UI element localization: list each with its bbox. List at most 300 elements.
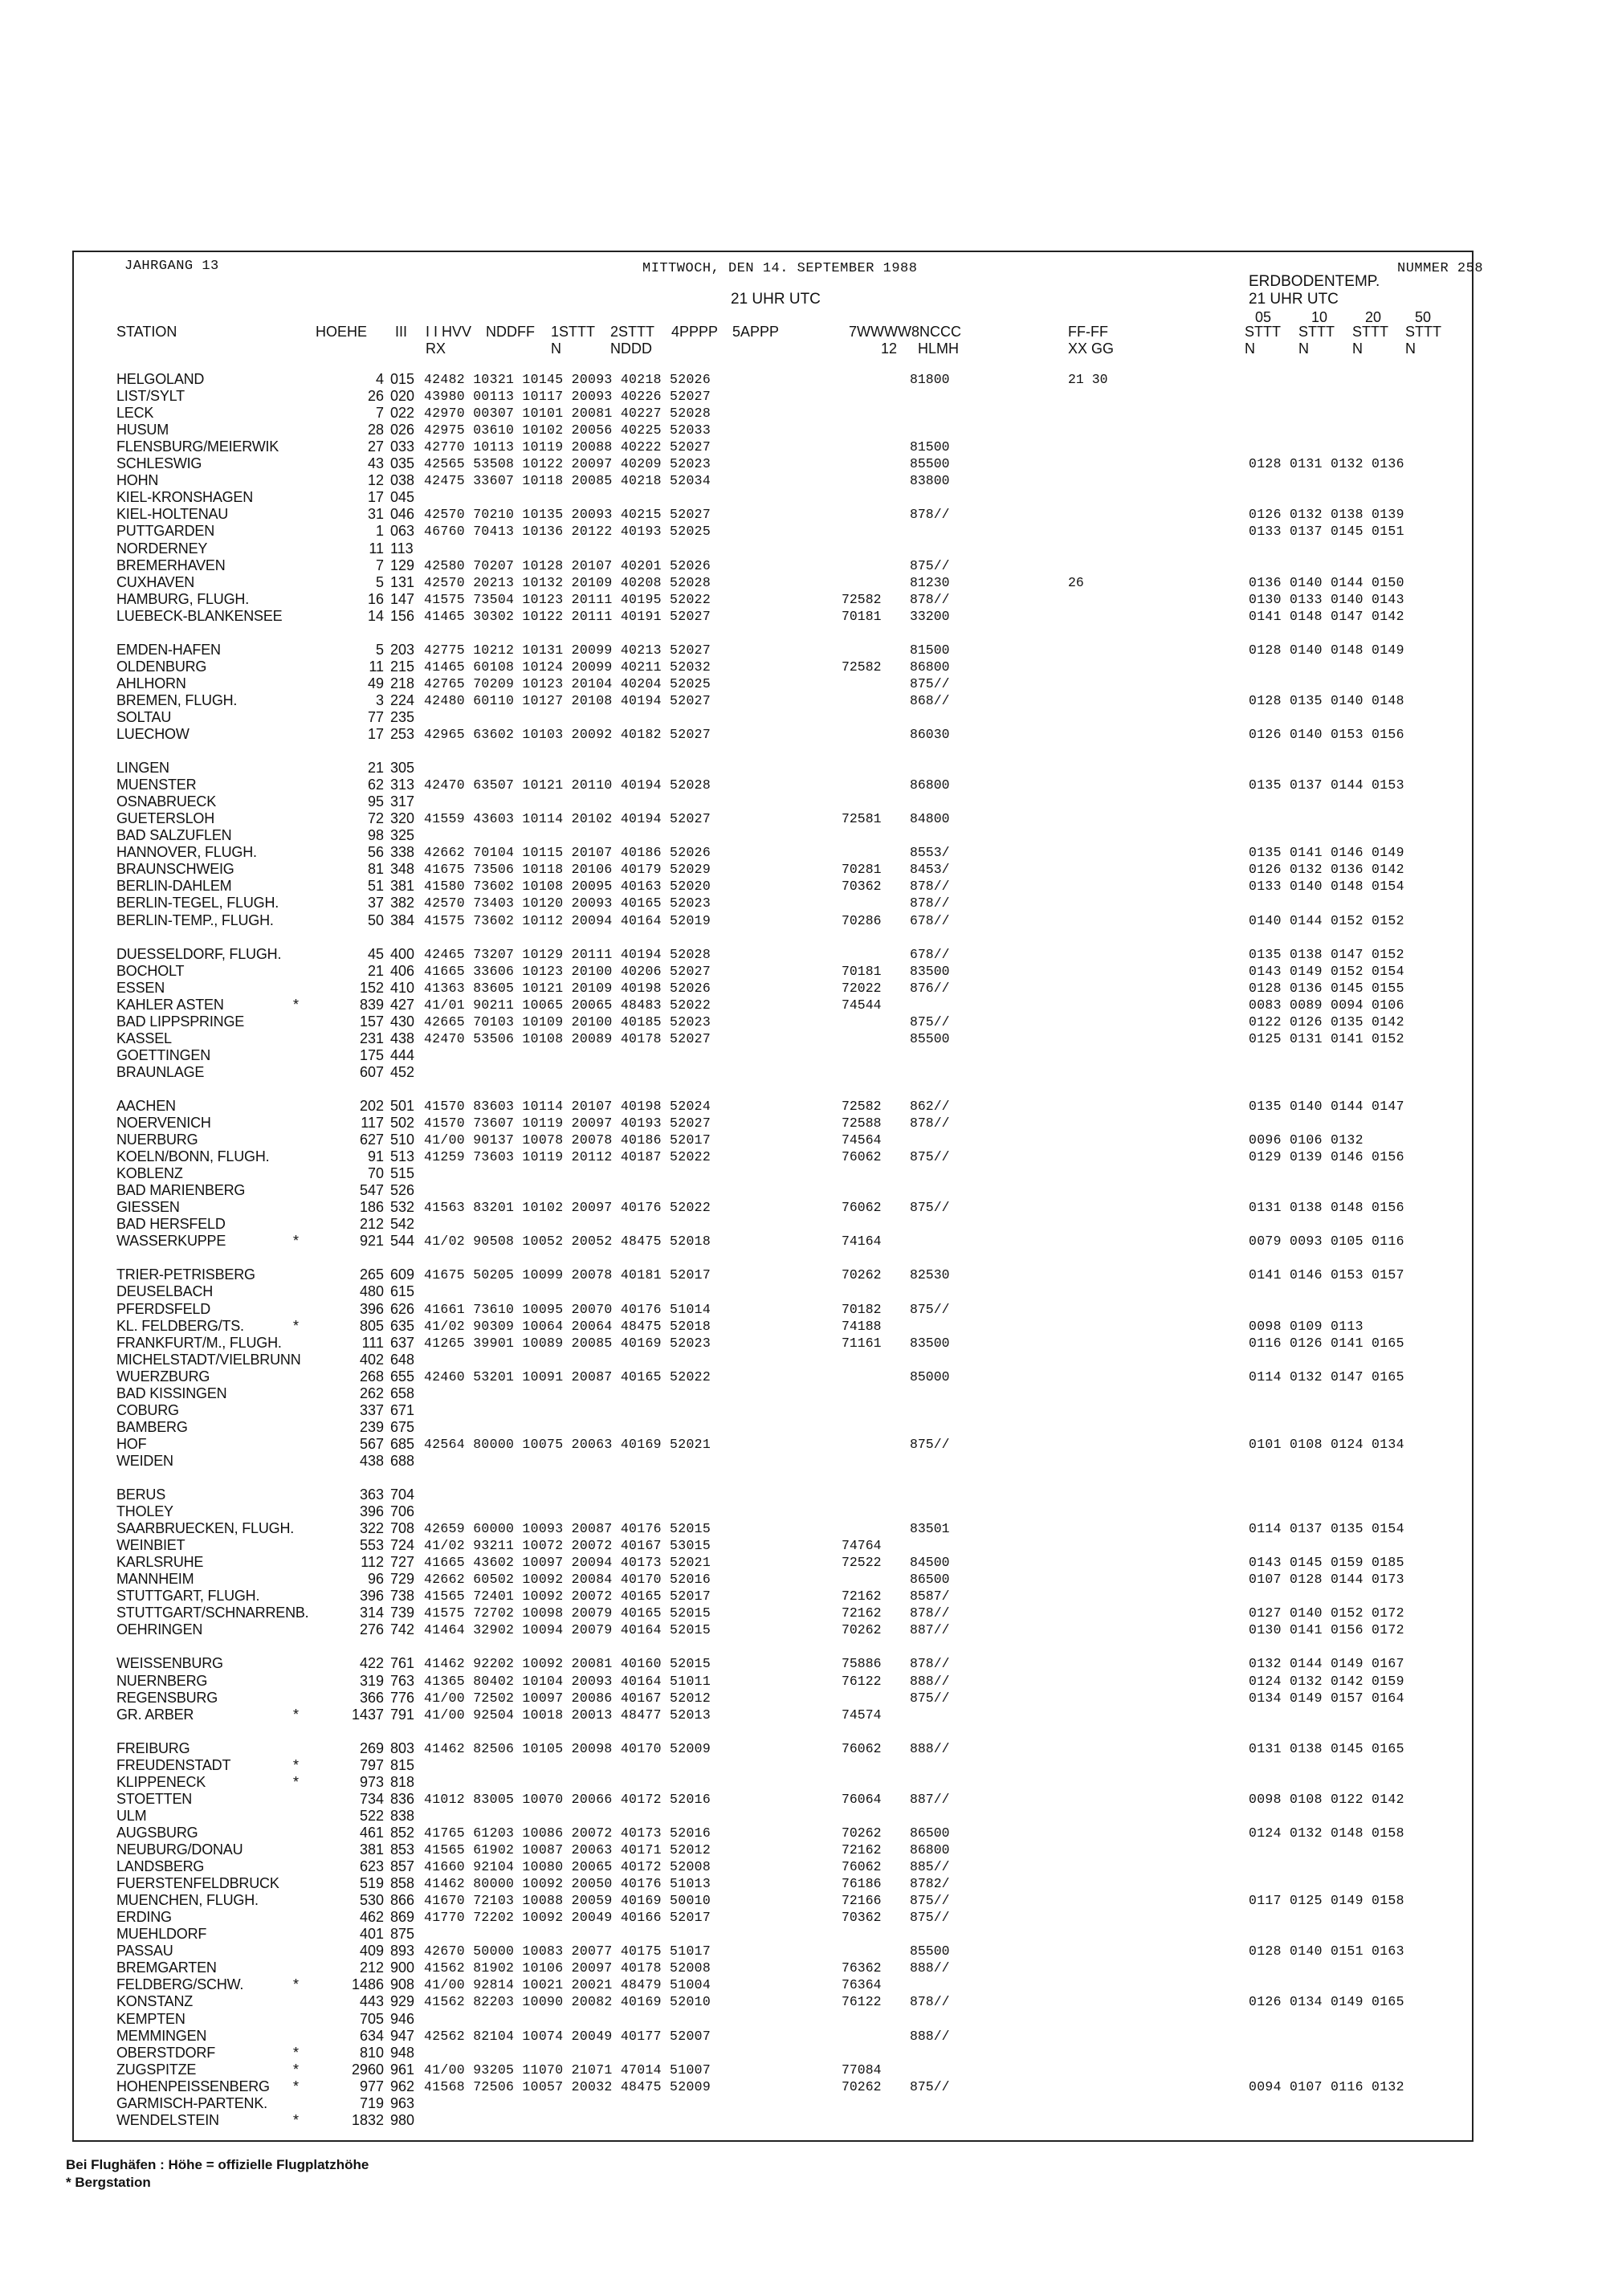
col-1sttt-l1: 1STTT (551, 324, 596, 340)
station-height: 49 (367, 675, 384, 691)
synop-groups: 41562 82203 10090 20082 40169 52010 (424, 1994, 711, 2010)
station-id: 961 (390, 2061, 415, 2078)
station-id: 947 (390, 2027, 415, 2044)
col-2sttt (610, 324, 654, 357)
mountain-marker: * (293, 2111, 300, 2128)
col-7wwww (849, 324, 911, 357)
table-row (72, 1132, 1469, 1148)
soil-temperatures: 0131 0138 0148 0156 (1249, 1200, 1404, 1216)
soil-temperatures: 0127 0140 0152 0172 (1249, 1605, 1404, 1621)
station-id: 035 (390, 455, 415, 472)
cloud-group: 875// (910, 557, 950, 573)
weather-group: 74188 (842, 1318, 882, 1334)
col-depth-50: 50 (1415, 309, 1432, 325)
col-nddff: NDDFF (486, 324, 535, 340)
station-id: 688 (390, 1452, 415, 1469)
station-name: ULM (116, 1807, 147, 1824)
station-name: BREMEN, FLUGH. (116, 691, 238, 708)
station-height: 17 (367, 489, 384, 506)
station-height: 461 (359, 1824, 384, 1841)
station-height: 396 (359, 1588, 384, 1605)
station-name: KLIPPENECK (116, 1773, 206, 1790)
station-name: PFERDSFELD (116, 1300, 211, 1317)
table-row (72, 1791, 1469, 1808)
station-name: NUERBURG (116, 1132, 198, 1148)
weather-group: 72522 (842, 1555, 882, 1571)
station-id: 836 (390, 1790, 415, 1807)
table-row (72, 2112, 1469, 2129)
soil-temperatures: 0128 0136 0145 0155 (1249, 980, 1404, 996)
station-id: 761 (390, 1655, 415, 1672)
weather-group: 72162 (842, 1605, 882, 1621)
col-8nccc-l2: HLMH (918, 341, 960, 357)
synop-groups: 41259 73603 10119 20112 40187 52022 (424, 1149, 711, 1165)
synop-groups: 42564 80000 10075 20063 40169 52021 (424, 1436, 711, 1452)
synop-groups: 42775 10212 10131 20099 40213 52027 (424, 642, 711, 658)
station-height: 11 (369, 658, 384, 675)
station-id: 763 (390, 1672, 415, 1689)
station-name: MUEHLDORF (116, 1926, 207, 1943)
synop-groups: 41661 73610 10095 20070 40176 51014 (424, 1301, 711, 1317)
station-height: 50 (367, 911, 384, 928)
synop-groups: 42970 00307 10101 20081 40227 52028 (424, 406, 711, 422)
station-height: 26 (367, 388, 384, 405)
cloud-group: 875// (910, 1200, 950, 1216)
table-row (72, 1520, 1469, 1537)
table-row (72, 608, 1469, 625)
station-height: 3 (375, 691, 384, 708)
table-row (72, 709, 1469, 726)
station-name: GUETERSLOH (116, 810, 215, 827)
station-height: 95 (367, 793, 384, 810)
erdboden-title: ERDBODENTEMP. (1249, 273, 1380, 290)
table-row (72, 472, 1469, 489)
station-id: 776 (390, 1689, 415, 1706)
weather-group: 76364 (842, 1977, 882, 1993)
table-row (72, 2028, 1469, 2045)
station-name: THOLEY (116, 1503, 173, 1519)
col-ihvv-l2: RX (426, 341, 446, 357)
table-row (72, 1605, 1469, 1621)
station-height: 91 (367, 1148, 384, 1165)
station-name: HUSUM (116, 422, 169, 438)
station-name: AUGSBURG (116, 1824, 198, 1841)
cloud-group: 33200 (910, 608, 950, 624)
station-height: 111 (361, 1334, 384, 1351)
cloud-group: 86800 (910, 1841, 950, 1858)
station-id: 203 (390, 641, 415, 658)
col-5appp: 5APPP (732, 324, 780, 340)
table-row (72, 1588, 1469, 1605)
cloud-group: 86800 (910, 777, 950, 793)
synop-groups: 46760 70413 10136 20122 40193 52025 (424, 524, 711, 540)
station-name: LECK (116, 405, 154, 422)
station-name: GOETTINGEN (116, 1046, 211, 1063)
table-row (72, 878, 1469, 895)
station-id: 658 (390, 1385, 415, 1401)
station-height: 921 (359, 1233, 384, 1250)
table-row (72, 726, 1469, 743)
weather-group: 72166 (842, 1893, 882, 1909)
col-4pppp: 4PPPP (671, 324, 719, 340)
weather-group: 70182 (842, 1301, 882, 1317)
soil-temperatures: 0132 0144 0149 0167 (1249, 1656, 1404, 1672)
table-row (72, 1774, 1469, 1791)
station-name: AACHEN (116, 1097, 176, 1114)
table-row (72, 810, 1469, 827)
cloud-group: 875// (910, 1910, 950, 1926)
synop-groups: 42665 70103 10109 20100 40185 52023 (424, 1013, 711, 1030)
station-id: 156 (390, 607, 415, 624)
station-id: 739 (390, 1605, 415, 1621)
station-height: 530 (359, 1892, 384, 1909)
table-row (72, 1335, 1469, 1352)
station-height: 705 (359, 2010, 384, 2027)
synop-groups: 41363 83605 10121 20109 40198 52026 (424, 980, 711, 996)
station-height: 443 (359, 1993, 384, 2010)
table-row (72, 1960, 1469, 1976)
weather-group: 76062 (842, 1859, 882, 1874)
synop-groups: 41464 32902 10094 20079 40164 52015 (424, 1622, 711, 1638)
station-name: ERDING (116, 1909, 172, 1926)
station-id: 215 (390, 658, 415, 675)
table-row (72, 760, 1469, 777)
soil-temperatures: 0135 0141 0146 0149 (1249, 845, 1404, 861)
station-height: 262 (359, 1385, 384, 1401)
station-height: 70 (367, 1165, 384, 1182)
station-id: 544 (390, 1233, 415, 1250)
station-id: 033 (390, 438, 415, 455)
cloud-group: 84500 (910, 1555, 950, 1571)
table-row (72, 1554, 1469, 1571)
station-name: LUECHOW (116, 726, 190, 742)
synop-groups: 41675 73506 10118 20106 40179 52029 (424, 862, 711, 878)
weather-group: 70281 (842, 862, 882, 878)
station-id: 980 (390, 2111, 415, 2128)
station-id: 438 (390, 1030, 415, 1046)
table-row (72, 1436, 1469, 1453)
station-name: HOF (116, 1435, 147, 1452)
synop-groups: 42965 63602 10103 20092 40182 52027 (424, 727, 711, 742)
table-row (72, 1199, 1469, 1216)
station-height: 212 (359, 1960, 384, 1976)
table-row (72, 1115, 1469, 1132)
station-height: 269 (359, 1739, 384, 1756)
station-name: HOHN (116, 472, 159, 489)
mountain-marker: * (293, 1233, 300, 1250)
station-name: WEISSENBURG (116, 1655, 223, 1672)
weather-group: 72022 (842, 980, 882, 996)
station-height: 1 (375, 523, 384, 540)
col-stt-50 (1405, 324, 1441, 357)
table-row (72, 1385, 1469, 1402)
weather-group: 76122 (842, 1994, 882, 2010)
footer-notes (66, 2156, 369, 2192)
station-id: 875 (390, 1926, 415, 1943)
synop-groups: 41565 72401 10092 20072 40165 52017 (424, 1588, 711, 1605)
station-name: KOBLENZ (116, 1165, 183, 1182)
station-height: 186 (359, 1199, 384, 1216)
station-id: 147 (390, 590, 415, 607)
station-name: MUENCHEN, FLUGH. (116, 1892, 259, 1909)
synop-groups: 42770 10113 10119 20088 40222 52027 (424, 439, 711, 455)
table-row (72, 523, 1469, 540)
weather-group: 74164 (842, 1234, 882, 1250)
cloud-group: 875// (910, 1301, 950, 1317)
station-id: 791 (390, 1706, 415, 1723)
cloud-group: 888// (910, 1673, 950, 1689)
station-height: 623 (359, 1858, 384, 1874)
weather-group: 76362 (842, 1960, 882, 1976)
station-height: 366 (359, 1689, 384, 1706)
cloud-group: 83800 (910, 473, 950, 489)
station-height: 212 (359, 1216, 384, 1233)
synop-groups: 42662 60502 10092 20084 40170 52016 (424, 1572, 711, 1588)
synop-groups: 41/00 72502 10097 20086 40167 52012 (424, 1690, 711, 1706)
synop-groups: 41462 92202 10092 20081 40160 52015 (424, 1656, 711, 1672)
station-height: 112 (361, 1554, 384, 1571)
cloud-group: 81500 (910, 642, 950, 658)
station-height: 734 (359, 1790, 384, 1807)
synop-groups: 41660 92104 10080 20065 40172 52008 (424, 1859, 711, 1874)
station-height: 719 (359, 2094, 384, 2111)
table-row (72, 1283, 1469, 1300)
table-row (72, 1503, 1469, 1520)
station-id: 908 (390, 1976, 415, 1993)
cloud-group: 887// (910, 1791, 950, 1807)
station-name: BAD SALZUFLEN (116, 827, 232, 844)
synop-groups: 41365 80402 10104 20093 40164 51011 (424, 1673, 711, 1689)
station-name: GIESSEN (116, 1199, 180, 1216)
synop-groups: 41575 72702 10098 20079 40165 52015 (424, 1605, 711, 1621)
cloud-group: 875// (910, 1013, 950, 1030)
synop-groups: 41575 73504 10123 20111 40195 52022 (424, 591, 711, 607)
mountain-marker: * (293, 2044, 300, 2061)
station-name: ZUGSPITZE (116, 2061, 197, 2078)
cloud-group: 82530 (910, 1267, 950, 1283)
station-name: LANDSBERG (116, 1858, 205, 1874)
station-name: HELGOLAND (116, 371, 205, 387)
synop-groups: 41/00 93205 11070 21071 47014 51007 (424, 2062, 711, 2078)
weather-group: 76062 (842, 1149, 882, 1165)
station-id: 838 (390, 1807, 415, 1824)
cloud-group: 878// (910, 879, 950, 895)
soil-temperatures: 0114 0132 0147 0165 (1249, 1368, 1404, 1385)
station-id: 708 (390, 1520, 415, 1537)
table-row (72, 1757, 1469, 1774)
cloud-group: 85500 (910, 1943, 950, 1960)
soil-temperatures: 0135 0138 0147 0152 (1249, 946, 1404, 962)
station-name: TRIER-PETRISBERG (116, 1266, 255, 1283)
synop-groups: 41462 82506 10105 20098 40170 52009 (424, 1740, 711, 1756)
station-height: 402 (359, 1351, 384, 1368)
soil-temperatures: 0126 0134 0149 0165 (1249, 1994, 1404, 2010)
soil-temperatures: 0125 0131 0141 0152 (1249, 1030, 1404, 1046)
station-height: 17 (367, 726, 384, 742)
station-id: 406 (390, 962, 415, 979)
station-id: 235 (390, 708, 415, 725)
weather-group: 70262 (842, 1267, 882, 1283)
station-id: 900 (390, 1960, 415, 1976)
station-name: LUEBECK-BLANKENSEE (116, 607, 283, 624)
soil-temperatures: 0101 0108 0124 0134 (1249, 1436, 1404, 1452)
table-row (72, 1926, 1469, 1943)
table-row (72, 1402, 1469, 1419)
station-id: 962 (390, 2078, 415, 2094)
cloud-group: 876// (910, 980, 950, 996)
cloud-group: 878// (910, 895, 950, 911)
soil-temperatures: 0114 0137 0135 0154 (1249, 1521, 1404, 1537)
station-name: OBERSTDORF (116, 2044, 216, 2061)
station-name: HAMBURG, FLUGH. (116, 590, 250, 607)
synop-groups: 42562 82104 10074 20049 40177 52007 (424, 2028, 711, 2044)
station-height: 43 (367, 455, 384, 472)
cloud-group: 878// (910, 1605, 950, 1621)
station-height: 567 (359, 1435, 384, 1452)
table-row (72, 1976, 1469, 1993)
table-row (72, 997, 1469, 1013)
station-height: 363 (359, 1486, 384, 1503)
table-row (72, 1453, 1469, 1470)
soil-temperatures: 0096 0106 0132 (1249, 1132, 1363, 1148)
station-height: 175 (359, 1046, 384, 1063)
station-height: 276 (359, 1621, 384, 1638)
station-height: 422 (359, 1655, 384, 1672)
weather-group: 74544 (842, 997, 882, 1013)
n-10: N (1298, 341, 1309, 357)
cloud-group: 885// (910, 1859, 950, 1874)
weather-group: 72162 (842, 1588, 882, 1605)
weather-group: 72581 (842, 811, 882, 827)
station-id: 320 (390, 810, 415, 827)
table-row (72, 1182, 1469, 1199)
table-row (72, 1165, 1469, 1182)
station-id: 542 (390, 1216, 415, 1233)
station-name: COBURG (116, 1401, 179, 1418)
station-id: 045 (390, 489, 415, 506)
weather-group: 72582 (842, 659, 882, 675)
station-height: 56 (367, 844, 384, 861)
station-id: 513 (390, 1148, 415, 1165)
col-8nccc (911, 324, 961, 357)
station-id: 317 (390, 793, 415, 810)
station-id: 129 (390, 557, 415, 573)
col-stt-05 (1245, 324, 1281, 357)
station-name: LINGEN (116, 760, 169, 776)
weather-group: 77084 (842, 2062, 882, 2078)
synop-groups: 41575 73602 10112 20094 40164 52019 (424, 912, 711, 928)
station-height: 337 (359, 1401, 384, 1418)
station-id: 020 (390, 388, 415, 405)
synop-groups: 41565 61902 10087 20063 40171 52012 (424, 1841, 711, 1858)
station-height: 314 (359, 1605, 384, 1621)
station-height: 322 (359, 1520, 384, 1537)
soil-temperatures: 0133 0137 0145 0151 (1249, 524, 1404, 540)
soil-temperatures: 0129 0139 0146 0156 (1249, 1149, 1404, 1165)
cloud-group: 888// (910, 1740, 950, 1756)
station-height: 268 (359, 1368, 384, 1385)
weather-group: 74764 (842, 1538, 882, 1554)
soil-temperatures: 0124 0132 0148 0158 (1249, 1825, 1404, 1841)
station-height: 27 (367, 438, 384, 455)
synop-groups: 42659 60000 10093 20087 40176 52015 (424, 1521, 711, 1537)
weather-group: 70262 (842, 2078, 882, 2094)
soil-temperatures: 0136 0140 0144 0150 (1249, 574, 1404, 590)
synop-groups: 41665 43602 10097 20094 40173 52021 (424, 1555, 711, 1571)
table-row (72, 1419, 1469, 1436)
soil-temperatures: 0141 0146 0153 0157 (1249, 1267, 1404, 1283)
station-name: DUESSELDORF, FLUGH. (116, 945, 282, 962)
synop-groups: 41462 80000 10092 20050 40176 51013 (424, 1876, 711, 1891)
station-height: 98 (367, 827, 384, 844)
col-7wwww-l2: 12 (881, 341, 898, 357)
cloud-group: 8453/ (910, 862, 950, 878)
table-row (72, 844, 1469, 861)
station-id: 131 (390, 573, 415, 590)
station-id: 026 (390, 422, 415, 438)
soil-temperatures: 0079 0093 0105 0116 (1249, 1234, 1404, 1250)
cloud-group: 85000 (910, 1368, 950, 1385)
mountain-marker: * (293, 2061, 300, 2078)
table-row (72, 1808, 1469, 1825)
station-name: ESSEN (116, 979, 165, 996)
table-row (72, 1571, 1469, 1588)
station-name: BAD LIPPSPRINGE (116, 1013, 245, 1030)
station-height: 810 (359, 2044, 384, 2061)
synop-groups: 42480 60110 10127 20108 40194 52027 (424, 692, 711, 708)
station-height: 62 (367, 777, 384, 793)
table-row (72, 1013, 1469, 1030)
weather-group: 76122 (842, 1673, 882, 1689)
station-name: LIST/SYLT (116, 388, 185, 405)
station-name: BERUS (116, 1486, 166, 1503)
cloud-group: 878// (910, 591, 950, 607)
station-name: REGENSBURG (116, 1689, 218, 1706)
station-id: 515 (390, 1165, 415, 1182)
station-height: 11 (369, 540, 384, 557)
station-height: 1486 (351, 1976, 384, 1993)
synop-groups: 41580 73602 10108 20095 40163 52020 (424, 879, 711, 895)
station-id: 532 (390, 1199, 415, 1216)
synop-groups: 42570 20213 10132 20109 40208 52028 (424, 574, 711, 590)
table-row (72, 506, 1469, 523)
station-name: FELDBERG/SCHW. (116, 1976, 244, 1993)
table-row (72, 1858, 1469, 1875)
synop-groups: 42662 70104 10115 20107 40186 52026 (424, 845, 711, 861)
station-id: 253 (390, 726, 415, 742)
stt-05: STTT (1245, 324, 1281, 340)
table-row (72, 557, 1469, 574)
table-row (72, 1486, 1469, 1503)
station-height: 839 (359, 996, 384, 1013)
col-depth-20: 20 (1365, 309, 1382, 325)
station-height: 231 (359, 1030, 384, 1046)
table-row (72, 2095, 1469, 2112)
station-id: 113 (390, 540, 414, 557)
table-row (72, 642, 1469, 659)
col-depth-10: 10 (1311, 309, 1328, 325)
station-name: MANNHEIM (116, 1571, 194, 1588)
table-row (72, 1537, 1469, 1554)
table-row (72, 675, 1469, 692)
station-name: SOLTAU (116, 708, 172, 725)
synop-groups: 41/02 90309 10064 20064 48475 52018 (424, 1318, 711, 1334)
col-hoehe: HOEHE (316, 324, 368, 340)
table-row (72, 455, 1469, 472)
soil-temperatures: 0098 0108 0122 0142 (1249, 1791, 1404, 1807)
n-20: N (1352, 341, 1363, 357)
station-name: KIEL-HOLTENAU (116, 506, 229, 523)
